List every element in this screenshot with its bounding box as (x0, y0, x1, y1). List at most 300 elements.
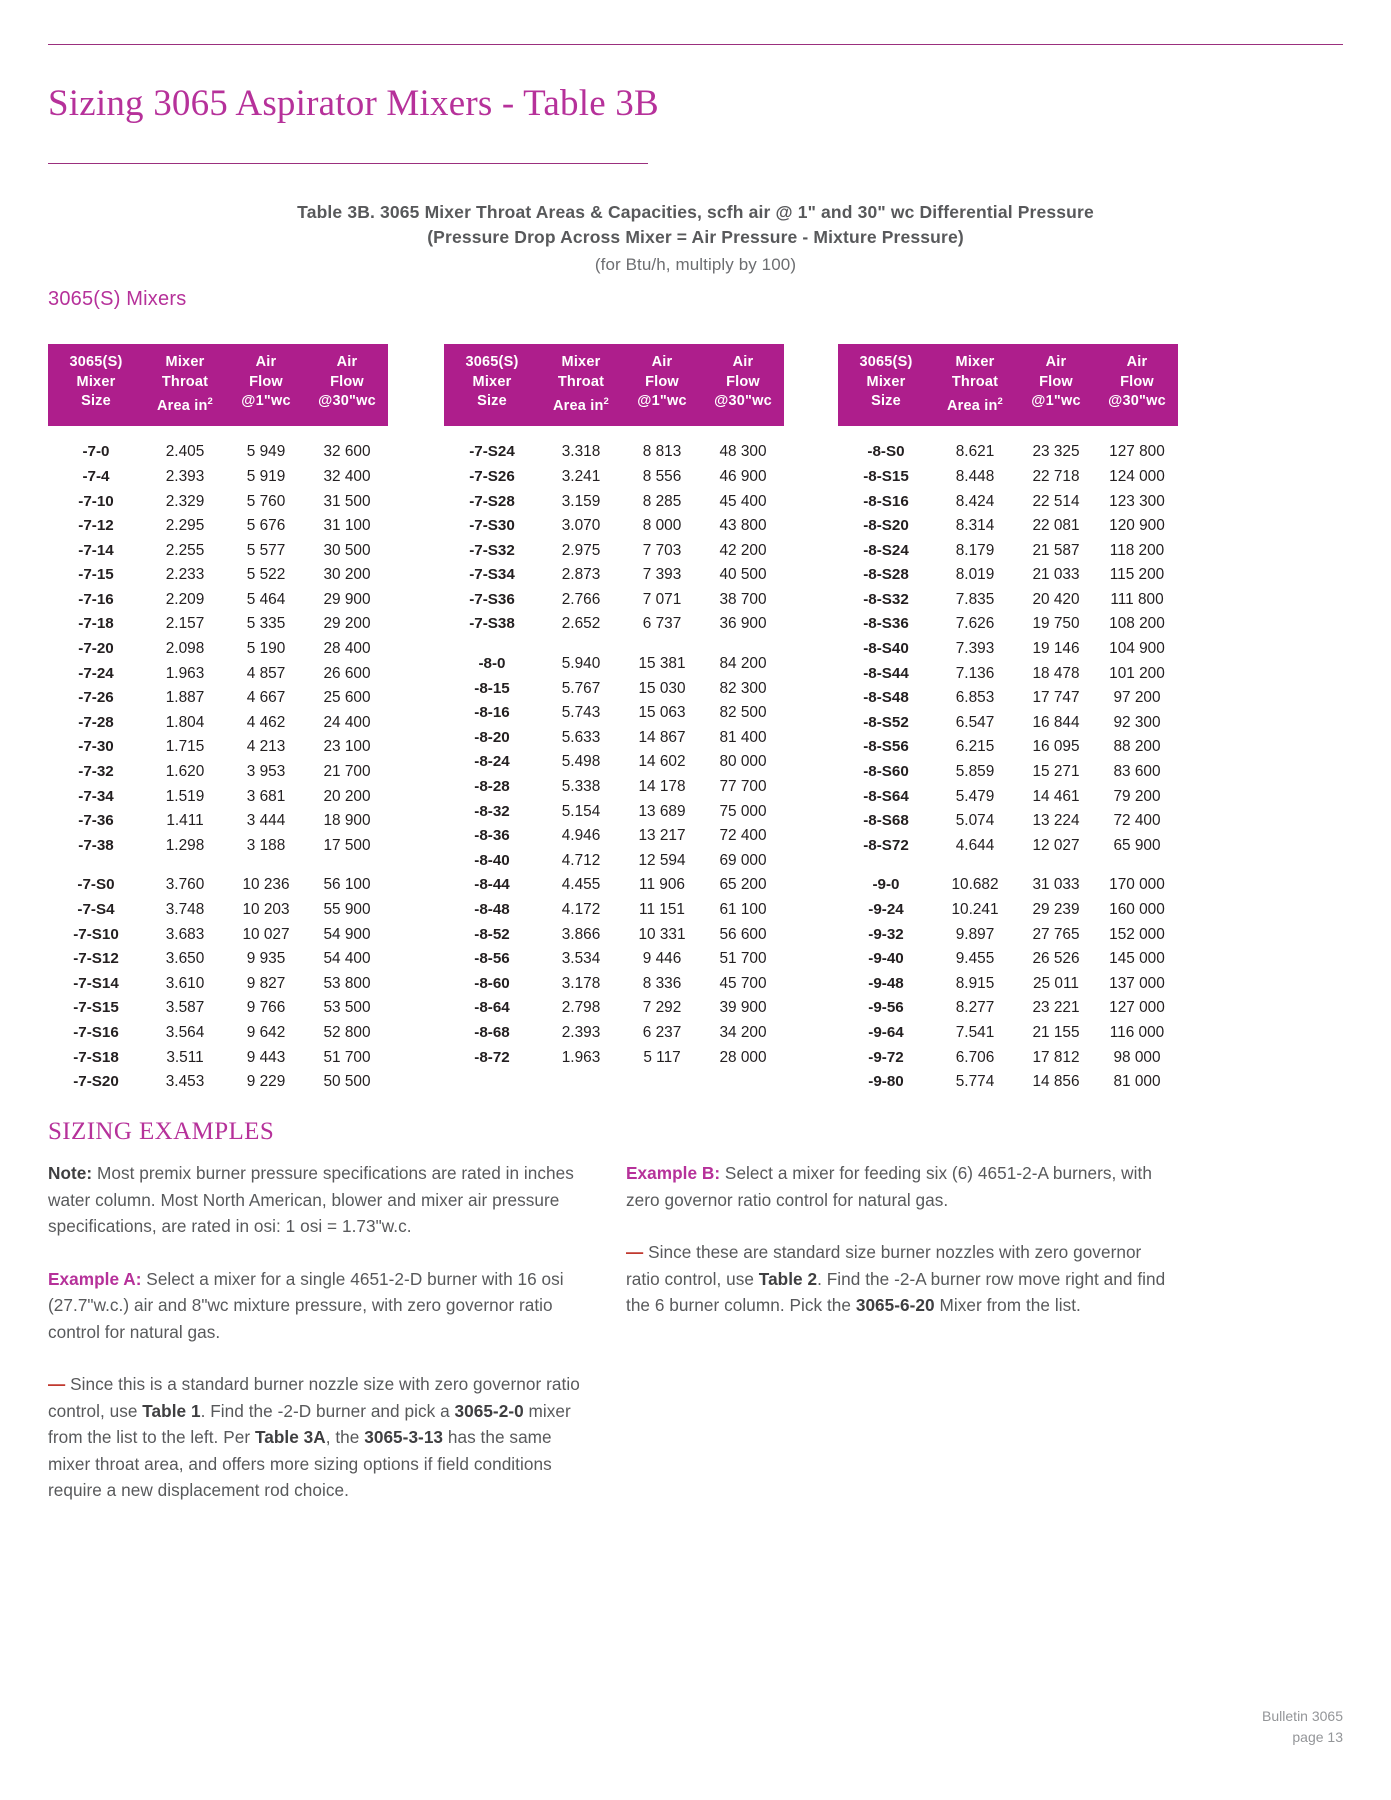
air-flow-1wc-cell: 5 577 (246, 541, 286, 559)
table-body (48, 426, 388, 1094)
air-flow-30wc-cell: 39 900 (719, 999, 767, 1017)
mixer-size-cell: -8-S20 (863, 517, 909, 535)
em-dash-marker: — (48, 1374, 66, 1394)
throat-area-cell: 2.209 (165, 590, 205, 608)
mixer-size-cell: -7-26 (78, 689, 114, 707)
air-flow-1wc-cell: 10 203 (242, 901, 290, 919)
air-flow-1wc-cell: 4 213 (246, 738, 286, 756)
table-row (48, 873, 388, 898)
air-flow-30wc-cell: 17 500 (323, 836, 371, 854)
throat-area-cell: 1.887 (165, 689, 205, 707)
section-heading: 3065(S) Mixers (48, 288, 187, 310)
table-row (444, 824, 784, 849)
air-flow-30wc-cell: 101 200 (1109, 664, 1165, 682)
note-text: Most premix burner pressure specifications are rated in inches water column. Most North American, blower and mixer air pressure specifications, are rated in osi: 1 osi = 1.73"w.c. (48, 1163, 574, 1236)
air-flow-30wc-cell: 83 600 (1113, 763, 1161, 781)
throat-area-cell: 7.835 (955, 590, 995, 608)
table-row (838, 923, 1178, 948)
air-flow-30wc-cell: 98 000 (1113, 1048, 1161, 1066)
air-flow-1wc-cell: 22 081 (1032, 517, 1080, 535)
throat-area-cell: 3.760 (165, 876, 205, 894)
throat-area-cell: 3.866 (561, 925, 601, 943)
mixer-table-block-1 (48, 344, 388, 1095)
throat-area-cell: 7.393 (955, 640, 995, 658)
throat-area-cell: 2.233 (165, 566, 205, 584)
page-title: Sizing 3065 Aspirator Mixers - Table 3B (48, 83, 659, 124)
throat-area-cell: 2.766 (561, 590, 601, 608)
air-flow-1wc-cell: 27 765 (1032, 925, 1080, 943)
mixer-size-cell: -7-14 (78, 541, 114, 559)
table-row (444, 490, 784, 515)
air-flow-1wc-cell: 5 949 (246, 443, 286, 461)
air-flow-1wc-cell: 5 760 (246, 492, 286, 510)
air-flow-1wc-cell: 5 522 (246, 566, 286, 584)
table-row (48, 686, 388, 711)
air-flow-1wc-cell: 17 747 (1032, 689, 1080, 707)
throat-area-cell: 3.564 (165, 1023, 205, 1041)
example-a-result-paragraph (48, 1371, 588, 1504)
table-row (838, 563, 1178, 588)
air-flow-1wc-cell: 9 935 (246, 950, 286, 968)
air-flow-1wc-cell: 4 857 (246, 664, 286, 682)
table-row (444, 873, 784, 898)
table-header-row (444, 344, 784, 426)
air-flow-30wc-cell: 75 000 (719, 802, 767, 820)
air-flow-1wc-cell: 5 190 (246, 640, 286, 658)
air-flow-1wc-cell: 20 420 (1032, 590, 1080, 608)
air-flow-30wc-cell: 56 100 (323, 876, 371, 894)
table-row (48, 760, 388, 785)
air-flow-1wc-cell: 13 689 (638, 802, 686, 820)
air-flow-1wc-cell: 16 844 (1032, 713, 1080, 731)
table-row (444, 947, 784, 972)
air-flow-1wc-cell: 5 676 (246, 517, 286, 535)
air-flow-30wc-cell: 127 800 (1109, 443, 1165, 461)
air-flow-30wc-cell: 77 700 (719, 778, 767, 796)
mixer-size-cell: -7-18 (78, 615, 114, 633)
throat-area-cell: 8.448 (955, 467, 995, 485)
air-flow-30wc-cell: 32 600 (323, 443, 371, 461)
table-row (838, 711, 1178, 736)
table-row (48, 923, 388, 948)
mixer-size-cell: -7-S10 (73, 925, 119, 943)
air-flow-1wc-cell: 4 667 (246, 689, 286, 707)
throat-area-cell: 1.298 (165, 836, 205, 854)
table-row (444, 539, 784, 564)
air-flow-1wc-cell: 10 236 (242, 876, 290, 894)
air-flow-1wc-cell: 8 556 (642, 467, 682, 485)
air-flow-1wc-cell: 15 271 (1032, 763, 1080, 781)
air-flow-1wc-cell: 15 381 (638, 655, 686, 673)
mixer-size-cell: -8-S44 (863, 664, 909, 682)
example-b-result-paragraph (626, 1239, 1171, 1319)
mixer-size-cell: -8-20 (474, 728, 510, 746)
mixer-size-cell: -8-S28 (863, 566, 909, 584)
mixer-size-cell: -8-S16 (863, 492, 909, 510)
air-flow-1wc-cell: 25 011 (1033, 974, 1079, 992)
mixer-3065-2-0-reference: 3065-2-0 (454, 1400, 524, 1421)
table-row (838, 1070, 1178, 1095)
air-flow-30wc-cell: 29 200 (323, 615, 371, 633)
air-flow-1wc-cell: 4 462 (246, 713, 286, 731)
example-a-paragraph (48, 1266, 588, 1346)
throat-area-cell: 2.255 (165, 541, 205, 559)
air-flow-30wc-cell: 82 300 (719, 679, 767, 697)
mixer-size-cell: -9-56 (868, 999, 904, 1017)
col-header-size: 3065(S) Mixer Size (48, 344, 144, 426)
table-2-reference: Table 2 (758, 1268, 818, 1289)
caption-line-3: (for Btu/h, multiply by 100) (594, 255, 797, 274)
table-caption (0, 200, 1391, 280)
mixer-size-cell: -8-60 (474, 974, 510, 992)
mixer-size-cell: -8-S0 (867, 443, 905, 461)
air-flow-30wc-cell: 84 200 (719, 655, 767, 673)
throat-area-cell: 9.455 (955, 950, 995, 968)
air-flow-30wc-cell: 36 900 (719, 615, 767, 633)
air-flow-1wc-cell: 22 718 (1032, 467, 1080, 485)
mixer-size-cell: -8-15 (474, 679, 510, 697)
air-flow-1wc-cell: 14 602 (638, 753, 686, 771)
mixer-size-cell: -7-36 (78, 812, 114, 830)
air-flow-1wc-cell: 9 766 (246, 999, 286, 1017)
air-flow-30wc-cell: 160 000 (1109, 901, 1165, 919)
throat-area-cell: 3.318 (561, 443, 601, 461)
mixer-size-cell: -8-28 (474, 778, 510, 796)
mixer-size-cell: -7-38 (78, 836, 114, 854)
throat-area-cell: 5.633 (561, 728, 601, 746)
mixer-size-cell: -8-36 (474, 827, 510, 845)
col-header-air-flow-30wc: Air Flow @30"wc (1096, 344, 1178, 426)
air-flow-1wc-cell: 7 703 (642, 541, 682, 559)
air-flow-30wc-cell: 32 400 (323, 467, 371, 485)
throat-area-cell: 5.774 (955, 1073, 995, 1091)
example-a-result-part4: , the (325, 1427, 365, 1447)
table-row (838, 539, 1178, 564)
mixer-3065-3-13-reference: 3065-3-13 (364, 1427, 444, 1447)
note-label: Note: (48, 1163, 93, 1183)
table-row (444, 1021, 784, 1046)
mixer-size-cell: -7-S36 (469, 590, 515, 608)
table-row (838, 1021, 1178, 1046)
air-flow-30wc-cell: 97 200 (1113, 689, 1161, 707)
air-flow-30wc-cell: 31 500 (323, 492, 371, 510)
air-flow-1wc-cell: 5 919 (246, 467, 286, 485)
mixer-size-cell: -7-S26 (469, 467, 515, 485)
mixer-size-cell: -9-40 (868, 950, 904, 968)
table-row (838, 1046, 1178, 1071)
air-flow-30wc-cell: 81 000 (1113, 1073, 1161, 1091)
air-flow-30wc-cell: 92 300 (1113, 713, 1161, 731)
example-a-label: Example A: (48, 1268, 142, 1289)
mixer-size-cell: -8-68 (474, 1023, 510, 1041)
mixer-size-cell: -8-S32 (863, 590, 909, 608)
example-b-label: Example B: (626, 1163, 721, 1183)
table-row (838, 760, 1178, 785)
throat-area-cell: 8.621 (955, 443, 995, 461)
table-row (444, 898, 784, 923)
air-flow-30wc-cell: 30 500 (323, 541, 371, 559)
table-group-spacer (48, 858, 388, 873)
mixer-size-cell: -7-S0 (77, 876, 115, 894)
air-flow-30wc-cell: 51 700 (323, 1048, 371, 1066)
air-flow-30wc-cell: 28 400 (323, 640, 371, 658)
throat-area-cell: 5.074 (955, 812, 995, 830)
air-flow-1wc-cell: 8 336 (642, 974, 682, 992)
throat-area-cell: 5.498 (561, 753, 601, 771)
table-row (838, 972, 1178, 997)
air-flow-30wc-cell: 61 100 (719, 901, 767, 919)
table-row (48, 539, 388, 564)
table-row (838, 637, 1178, 662)
table-row (48, 834, 388, 859)
examples-left-column (48, 1160, 588, 1504)
mixer-table-1 (48, 344, 388, 1095)
mixer-size-cell: -8-S72 (863, 836, 909, 854)
throat-area-cell: 5.479 (955, 787, 995, 805)
mixer-size-cell: -9-64 (868, 1023, 904, 1041)
table-row (48, 711, 388, 736)
throat-area-cell: 3.610 (165, 974, 205, 992)
col-header-air-flow-1wc: Air Flow @1"wc (1016, 344, 1096, 426)
throat-area-cell: 2.873 (561, 566, 601, 584)
air-flow-1wc-cell: 14 867 (638, 728, 686, 746)
table-row (838, 947, 1178, 972)
air-flow-30wc-cell: 72 400 (719, 827, 767, 845)
air-flow-1wc-cell: 11 906 (639, 876, 685, 894)
air-flow-1wc-cell: 10 027 (242, 925, 290, 943)
air-flow-1wc-cell: 15 030 (638, 679, 686, 697)
mixer-size-cell: -9-72 (868, 1048, 904, 1066)
air-flow-30wc-cell: 18 900 (323, 812, 371, 830)
mixer-size-cell: -7-S12 (73, 950, 119, 968)
air-flow-1wc-cell: 10 331 (638, 925, 686, 943)
table-row (838, 785, 1178, 810)
air-flow-1wc-cell: 17 812 (1032, 1048, 1080, 1066)
mixer-size-cell: -7-S4 (77, 901, 115, 919)
table-row (48, 972, 388, 997)
air-flow-1wc-cell: 19 146 (1032, 640, 1080, 658)
air-flow-1wc-cell: 9 827 (246, 974, 286, 992)
table-row (838, 996, 1178, 1021)
table-row (444, 996, 784, 1021)
throat-area-cell: 4.172 (561, 901, 601, 919)
table-row (48, 426, 388, 465)
air-flow-1wc-cell: 13 224 (1032, 812, 1080, 830)
examples-right-column (626, 1160, 1171, 1319)
throat-area-cell: 9.897 (955, 925, 995, 943)
throat-area-cell: 5.154 (561, 802, 601, 820)
air-flow-30wc-cell: 54 900 (323, 925, 371, 943)
throat-area-cell: 4.712 (561, 851, 601, 869)
mixer-size-cell: -8-S60 (863, 763, 909, 781)
table-row (444, 726, 784, 751)
throat-area-cell: 3.070 (561, 517, 601, 535)
example-b-paragraph (626, 1160, 1171, 1213)
mixer-size-cell: -7-S38 (469, 615, 515, 633)
air-flow-1wc-cell: 9 229 (246, 1073, 286, 1091)
air-flow-1wc-cell: 23 325 (1032, 443, 1080, 461)
table-row (838, 588, 1178, 613)
table-group-spacer (838, 858, 1178, 873)
mixer-table-block-2 (444, 344, 784, 1070)
air-flow-1wc-cell: 26 526 (1032, 950, 1080, 968)
throat-area-cell: 2.393 (561, 1023, 601, 1041)
table-row (444, 514, 784, 539)
air-flow-30wc-cell: 152 000 (1109, 925, 1165, 943)
air-flow-1wc-cell: 14 461 (1032, 787, 1080, 805)
air-flow-30wc-cell: 45 400 (719, 492, 767, 510)
air-flow-30wc-cell: 26 600 (323, 664, 371, 682)
throat-area-cell: 1.715 (165, 738, 205, 756)
throat-area-cell: 5.859 (955, 763, 995, 781)
air-flow-1wc-cell: 29 239 (1032, 901, 1080, 919)
table-row (838, 662, 1178, 687)
mixer-size-cell: -8-52 (474, 925, 510, 943)
mixer-size-cell: -7-10 (78, 492, 114, 510)
throat-area-cell: 2.098 (165, 640, 205, 658)
throat-area-cell: 2.975 (561, 541, 601, 559)
air-flow-30wc-cell: 38 700 (719, 590, 767, 608)
table-row (444, 923, 784, 948)
table-row (838, 465, 1178, 490)
air-flow-1wc-cell: 5 464 (246, 590, 286, 608)
example-a-result-part1: Since this is a standard burner nozzle size with zero governor ratio control, use (48, 1374, 580, 1421)
table-header-row (48, 344, 388, 426)
throat-area-cell: 7.136 (955, 664, 995, 682)
example-b-result-part3: Mixer from the list. (934, 1295, 1081, 1315)
throat-area-cell: 6.706 (955, 1048, 995, 1066)
air-flow-30wc-cell: 137 000 (1109, 974, 1165, 992)
air-flow-30wc-cell: 54 400 (323, 950, 371, 968)
table-row (48, 809, 388, 834)
air-flow-1wc-cell: 5 335 (246, 615, 286, 633)
table-row (838, 809, 1178, 834)
footer-bulletin: Bulletin 3065 (1262, 1708, 1343, 1724)
table-row (444, 465, 784, 490)
table-row (444, 563, 784, 588)
mixer-size-cell: -7-24 (78, 664, 114, 682)
mixer-size-cell: -8-S24 (863, 541, 909, 559)
throat-area-cell: 10.241 (951, 901, 999, 919)
air-flow-30wc-cell: 23 100 (323, 738, 371, 756)
table-row (48, 947, 388, 972)
throat-area-cell: 2.798 (561, 999, 601, 1017)
air-flow-30wc-cell: 104 900 (1109, 640, 1165, 658)
throat-area-cell: 7.541 (955, 1023, 995, 1041)
air-flow-30wc-cell: 40 500 (719, 566, 767, 584)
table-row (838, 686, 1178, 711)
title-rule-divider (48, 163, 648, 164)
table-group-spacer (444, 637, 784, 652)
air-flow-30wc-cell: 51 700 (719, 950, 767, 968)
air-flow-30wc-cell: 115 200 (1109, 566, 1165, 584)
mixer-size-cell: -7-34 (78, 787, 114, 805)
mixer-size-cell: -8-S36 (863, 615, 909, 633)
throat-area-cell: 2.405 (165, 443, 205, 461)
table-3a-reference: Table 3A (254, 1427, 326, 1447)
throat-area-cell: 3.587 (165, 999, 205, 1017)
throat-area-cell: 3.453 (165, 1073, 205, 1091)
throat-area-cell: 1.620 (165, 763, 205, 781)
air-flow-30wc-cell: 55 900 (323, 901, 371, 919)
em-dash-marker: — (626, 1242, 644, 1262)
air-flow-30wc-cell: 53 800 (323, 974, 371, 992)
air-flow-30wc-cell: 42 200 (719, 541, 767, 559)
table-row (48, 514, 388, 539)
throat-area-cell: 1.411 (166, 812, 204, 830)
air-flow-30wc-cell: 127 000 (1109, 999, 1165, 1017)
example-b-result-part2: . Find the -2-A burner row move right and find the 6 burner column. Pick the (626, 1268, 1166, 1315)
throat-area-cell: 6.215 (955, 738, 995, 756)
mixer-size-cell: -9-32 (868, 925, 904, 943)
air-flow-30wc-cell: 123 300 (1109, 492, 1165, 510)
throat-area-cell: 5.940 (561, 655, 601, 673)
air-flow-30wc-cell: 118 200 (1109, 541, 1165, 559)
mixer-size-cell: -9-0 (872, 876, 900, 894)
air-flow-30wc-cell: 88 200 (1113, 738, 1161, 756)
table-row (444, 701, 784, 726)
table-row (48, 996, 388, 1021)
air-flow-1wc-cell: 14 856 (1032, 1073, 1080, 1091)
air-flow-1wc-cell: 12 027 (1032, 836, 1080, 854)
mixer-size-cell: -7-S30 (469, 517, 515, 535)
throat-area-cell: 7.626 (955, 615, 995, 633)
table-row (444, 426, 784, 465)
throat-area-cell: 4.946 (561, 827, 601, 845)
throat-area-cell: 4.455 (561, 876, 601, 894)
mixer-size-cell: -7-16 (78, 590, 114, 608)
mixer-size-cell: -7-15 (78, 566, 114, 584)
mixer-size-cell: -9-24 (868, 901, 904, 919)
air-flow-1wc-cell: 6 737 (642, 615, 682, 633)
mixer-size-cell: -8-56 (474, 950, 510, 968)
mixer-size-cell: -8-S64 (863, 787, 909, 805)
table-row (48, 662, 388, 687)
mixer-size-cell: -8-S52 (863, 713, 909, 731)
mixer-table-3 (838, 344, 1178, 1095)
air-flow-30wc-cell: 31 100 (323, 517, 371, 535)
air-flow-1wc-cell: 12 594 (638, 851, 686, 869)
air-flow-30wc-cell: 81 400 (719, 728, 767, 746)
air-flow-30wc-cell: 111 800 (1110, 590, 1164, 608)
throat-area-cell: 2.652 (561, 615, 601, 633)
air-flow-30wc-cell: 34 200 (719, 1023, 767, 1041)
table-row (48, 1046, 388, 1071)
col-header-air-flow-1wc: Air Flow @1"wc (226, 344, 306, 426)
air-flow-1wc-cell: 11 151 (639, 901, 685, 919)
air-flow-30wc-cell: 82 500 (719, 704, 767, 722)
table-row (444, 972, 784, 997)
mixer-size-cell: -7-S14 (73, 974, 119, 992)
mixer-size-cell: -7-S24 (469, 443, 515, 461)
table-row (48, 1021, 388, 1046)
table-row (838, 898, 1178, 923)
throat-area-cell: 8.424 (955, 492, 995, 510)
mixer-size-cell: -7-S16 (73, 1023, 119, 1041)
air-flow-1wc-cell: 3 188 (246, 836, 286, 854)
air-flow-30wc-cell: 69 000 (719, 851, 767, 869)
table-row (444, 849, 784, 874)
table-row (838, 514, 1178, 539)
table-row (48, 637, 388, 662)
air-flow-1wc-cell: 18 478 (1032, 664, 1080, 682)
air-flow-30wc-cell: 79 200 (1113, 787, 1161, 805)
throat-area-cell: 5.767 (561, 679, 601, 697)
air-flow-1wc-cell: 14 178 (638, 778, 686, 796)
air-flow-1wc-cell: 23 221 (1032, 999, 1080, 1017)
throat-area-cell: 8.314 (955, 517, 995, 535)
air-flow-30wc-cell: 145 000 (1109, 950, 1165, 968)
